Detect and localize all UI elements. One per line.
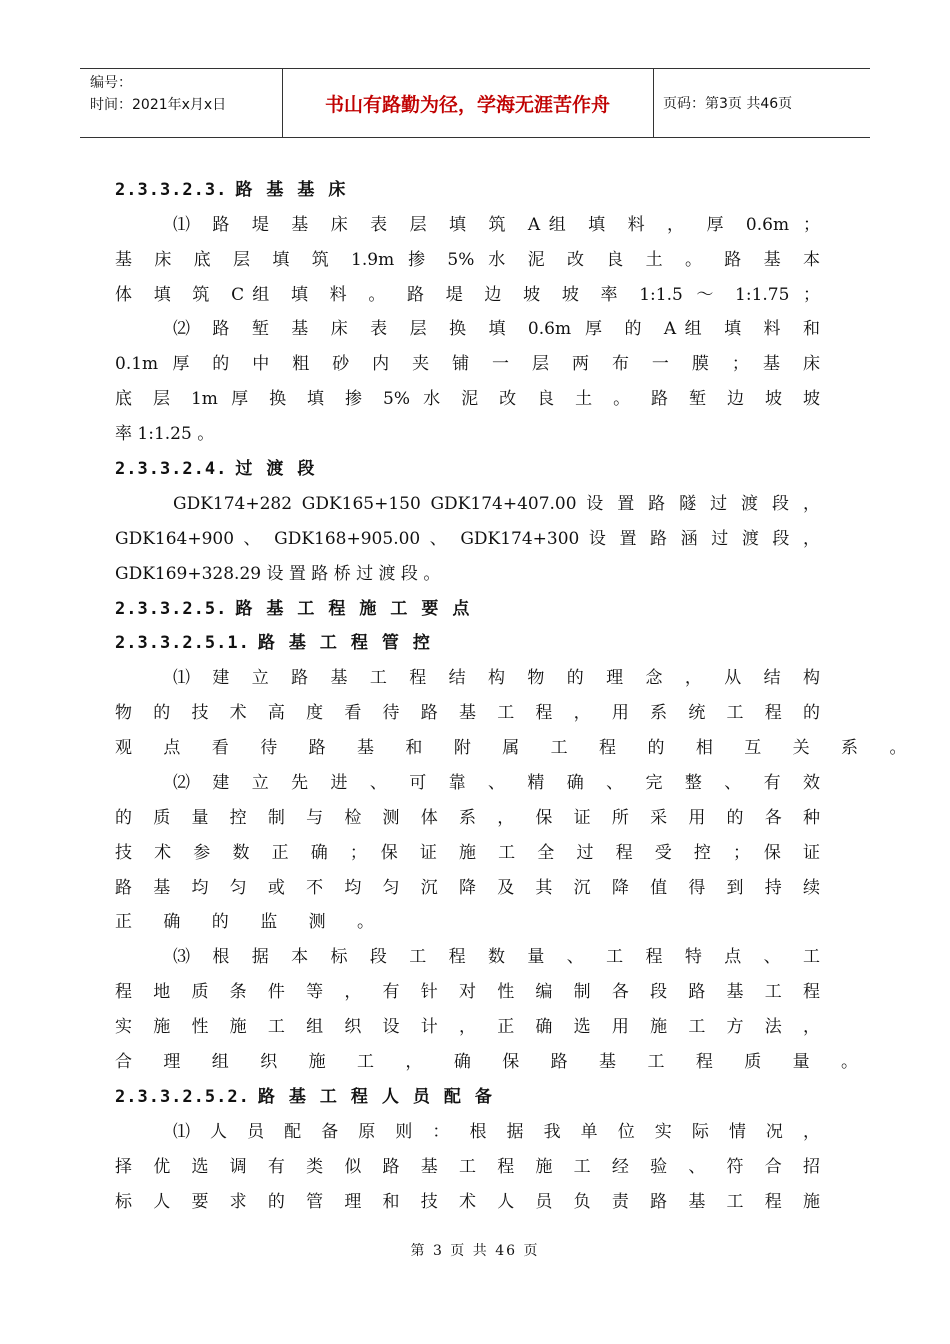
- paragraph-line: GDK174+282 GDK165+150 GDK174+407.00 设 置 路 隧 过 渡 段 ，: [173, 494, 820, 514]
- paragraph-line: 0.1m 厚 的 中 粗 砂 内 夹 铺 一 层 两 布 一 膜 ； 基 床: [115, 354, 820, 374]
- paragraph-line: ⑴ 建 立 路 基 工 程 结 构 物 的 理 念 ， 从 结 构: [173, 668, 820, 688]
- header-page-label: 页码：第3页 共46页: [663, 96, 793, 112]
- section-number: 2.3.3.2.5.2.: [115, 1087, 250, 1107]
- date-label: 时间：2021年x月x日: [90, 97, 227, 113]
- section-heading: [115, 453, 328, 485]
- section-number: 2.3.3.2.4.: [115, 459, 228, 479]
- paragraph-line: ⑵ 建 立 先 进 、 可 靠 、 精 确 、 完 整 、 有 效: [173, 773, 820, 793]
- paragraph-line: 技 术 参 数 正 确 ； 保 证 施 工 全 过 程 受 控 ； 保 证: [115, 843, 820, 863]
- paragraph-line: 程 地 质 条 件 等 ， 有 针 对 性 编 制 各 段 路 基 工 程: [115, 982, 820, 1002]
- header-motto: 书山有路勤为径，学海无涯苦作舟: [282, 69, 654, 137]
- paragraph-line: 底 层 1m 厚 换 填 掺 5% 水 泥 改 良 土 。 路 堑 边 坡 坡: [115, 389, 820, 409]
- section-title: 路基工程管控: [257, 633, 444, 653]
- paragraph-line: 实 施 性 施 工 组 织 设 计 ， 正 确 选 用 施 工 方 法 ，: [115, 1017, 820, 1037]
- section-heading: [115, 627, 444, 659]
- paragraph-line: 路 基 均 匀 或 不 均 匀 沉 降 及 其 沉 降 值 得 到 持 续: [115, 878, 820, 898]
- paragraph-line: ⑴ 人 员 配 备 原 则 ： 根 据 我 单 位 实 际 情 况 ，: [173, 1122, 820, 1142]
- page-footer: 第 3 页 共 46 页: [410, 1243, 540, 1259]
- doc-number-label: 编号：: [90, 75, 132, 91]
- paragraph-line: ⑴ 路 堤 基 床 表 层 填 筑 A组 填 料 ， 厚 0.6m ；: [173, 215, 820, 235]
- paragraph-line: 率 1:1.25 。: [115, 424, 215, 444]
- paragraph-line: ⑵ 路 堑 基 床 表 层 换 填 0.6m 厚 的 A组 填 料 和: [173, 319, 820, 339]
- paragraph-line: 择 优 选 调 有 类 似 路 基 工 程 施 工 经 验 、 符 合 招: [115, 1157, 820, 1177]
- section-number: 2.3.3.2.3.: [115, 180, 228, 200]
- section-number: 2.3.3.2.5.1.: [115, 633, 250, 653]
- paragraph-line: GDK169+328.29 设 置 路 桥 过 渡 段 。: [115, 564, 441, 584]
- section-title: 路基工程人员配备: [257, 1087, 506, 1107]
- paragraph-line: 观 点 看 待 路 基 和 附 属 工 程 的 相 互 关 系 。: [115, 738, 920, 758]
- header-left-cell: [80, 69, 283, 137]
- paragraph-line: 物 的 技 术 高 度 看 待 路 基 工 程 ， 用 系 统 工 程 的: [115, 703, 820, 723]
- paragraph-line: 合 理 组 织 施 工 ， 确 保 路 基 工 程 质 量 。: [115, 1052, 872, 1072]
- paragraph-line: 的 质 量 控 制 与 检 测 体 系 ， 保 证 所 采 用 的 各 种: [115, 808, 820, 828]
- section-heading: [115, 1081, 506, 1113]
- section-title: 路基工程施工要点: [235, 599, 484, 619]
- paragraph-line: 正 确 的 监 测 。: [115, 912, 388, 932]
- paragraph-line: 体 填 筑 C组 填 料 。 路 堤 边 坡 坡 率 1:1.5 ～ 1:1.75 ；: [115, 285, 820, 305]
- paragraph-line: ⑶ 根 据 本 标 段 工 程 数 量 、 工 程 特 点 、 工: [173, 947, 820, 967]
- paragraph-line: 标 人 要 求 的 管 理 和 技 术 人 员 负 责 路 基 工 程 施: [115, 1192, 820, 1212]
- paragraph-line: 基 床 底 层 填 筑 1.9m 掺 5% 水 泥 改 良 土 。 路 基 本: [115, 250, 820, 270]
- section-title: 路基基床: [235, 180, 360, 200]
- section-title: 过渡段: [235, 459, 329, 479]
- section-heading: [115, 593, 483, 625]
- paragraph-line: GDK164+900 、 GDK168+905.00 、 GDK174+300 设 置 路 涵 过 渡 段 ，: [115, 529, 820, 549]
- page-header: [80, 68, 870, 138]
- section-number: 2.3.3.2.5.: [115, 599, 228, 619]
- section-heading: [115, 174, 359, 206]
